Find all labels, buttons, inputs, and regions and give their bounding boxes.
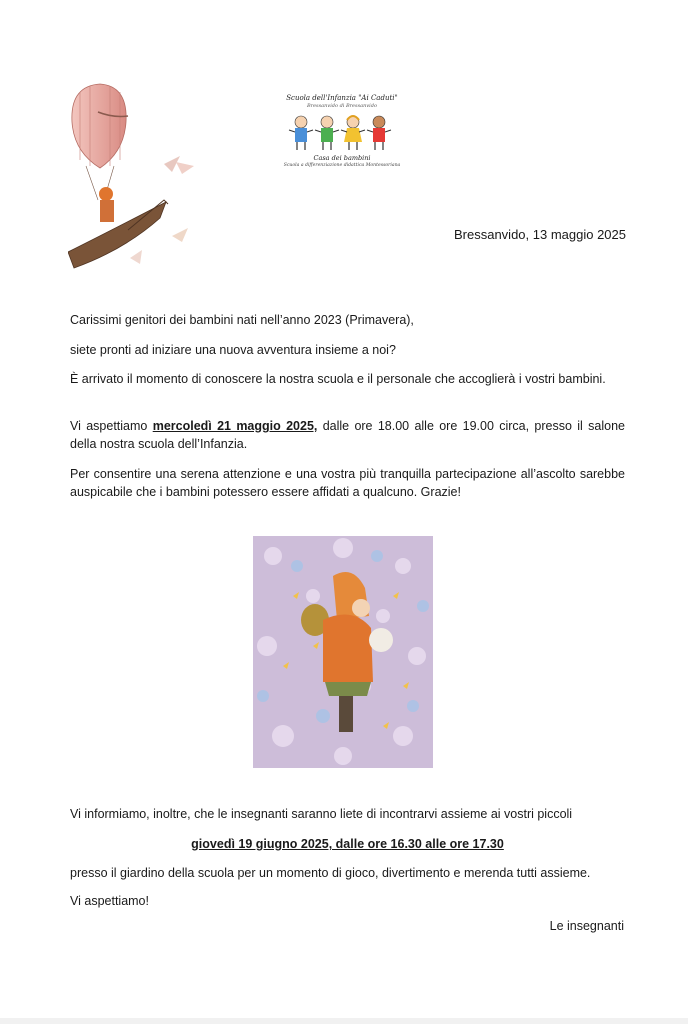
paragraph-2: È arrivato il momento di conoscere la nostra scuola e il personale che accoglierà i vostri bambini. (70, 372, 606, 386)
school-logo (268, 94, 416, 184)
child-flowers-illustration (253, 536, 433, 768)
paragraph-5: Vi informiamo, inoltre, che le insegnanti saranno liete di incontrarvi assieme ai vostri piccoli (70, 807, 573, 821)
paragraph-1: siete pronti ad iniziare una nuova avventura insieme a noi? (70, 343, 396, 357)
paragraph-3-end: dalle ore 18.00 alle ore 19.00 circa, presso il salone della nostra scuola dell’Infanzia. (70, 419, 625, 451)
paragraph-4: Per consentire una serena attenzione e una vostra più tranquilla partecipazione all’ascolto sarebbe auspicabile che i bambini potessero essere affidati a qualcuno. Grazie! (70, 467, 625, 499)
casa-title: Casa dei bambini (313, 154, 371, 162)
paragraph-3-start: Vi aspettiamo (70, 419, 153, 433)
paragraph-6: presso il giardino della scuola per un momento di gioco, divertimento e merenda tutti assieme. (70, 866, 591, 880)
signature: Le insegnanti (549, 919, 624, 933)
closing: Vi aspettiamo! (70, 894, 149, 908)
balloon-illustration (68, 82, 208, 274)
school-location: Bressanvido di Bressanvido (307, 103, 377, 109)
meeting-date-1: mercoledì 21 maggio 2025, (152, 419, 318, 433)
paragraph-3 (70, 417, 625, 453)
footer-bar (0, 1018, 688, 1024)
casa-subtitle: Scuola a differenziazione didattica Montessoriana (283, 163, 401, 168)
meeting-date-2: giovedì 19 giugno 2025, dalle ore 16.30 alle ore 17.30 (191, 837, 504, 851)
school-name: Scuola dell'Infanzia "Ai Caduti" (286, 94, 398, 102)
meeting-date-2-line (70, 835, 625, 853)
date-line: Bressanvido, 13 maggio 2025 (453, 227, 626, 242)
children-logo-icon (287, 112, 397, 152)
greeting: Carissimi genitori dei bambini nati nell’anno 2023 (Primavera), (70, 313, 414, 327)
